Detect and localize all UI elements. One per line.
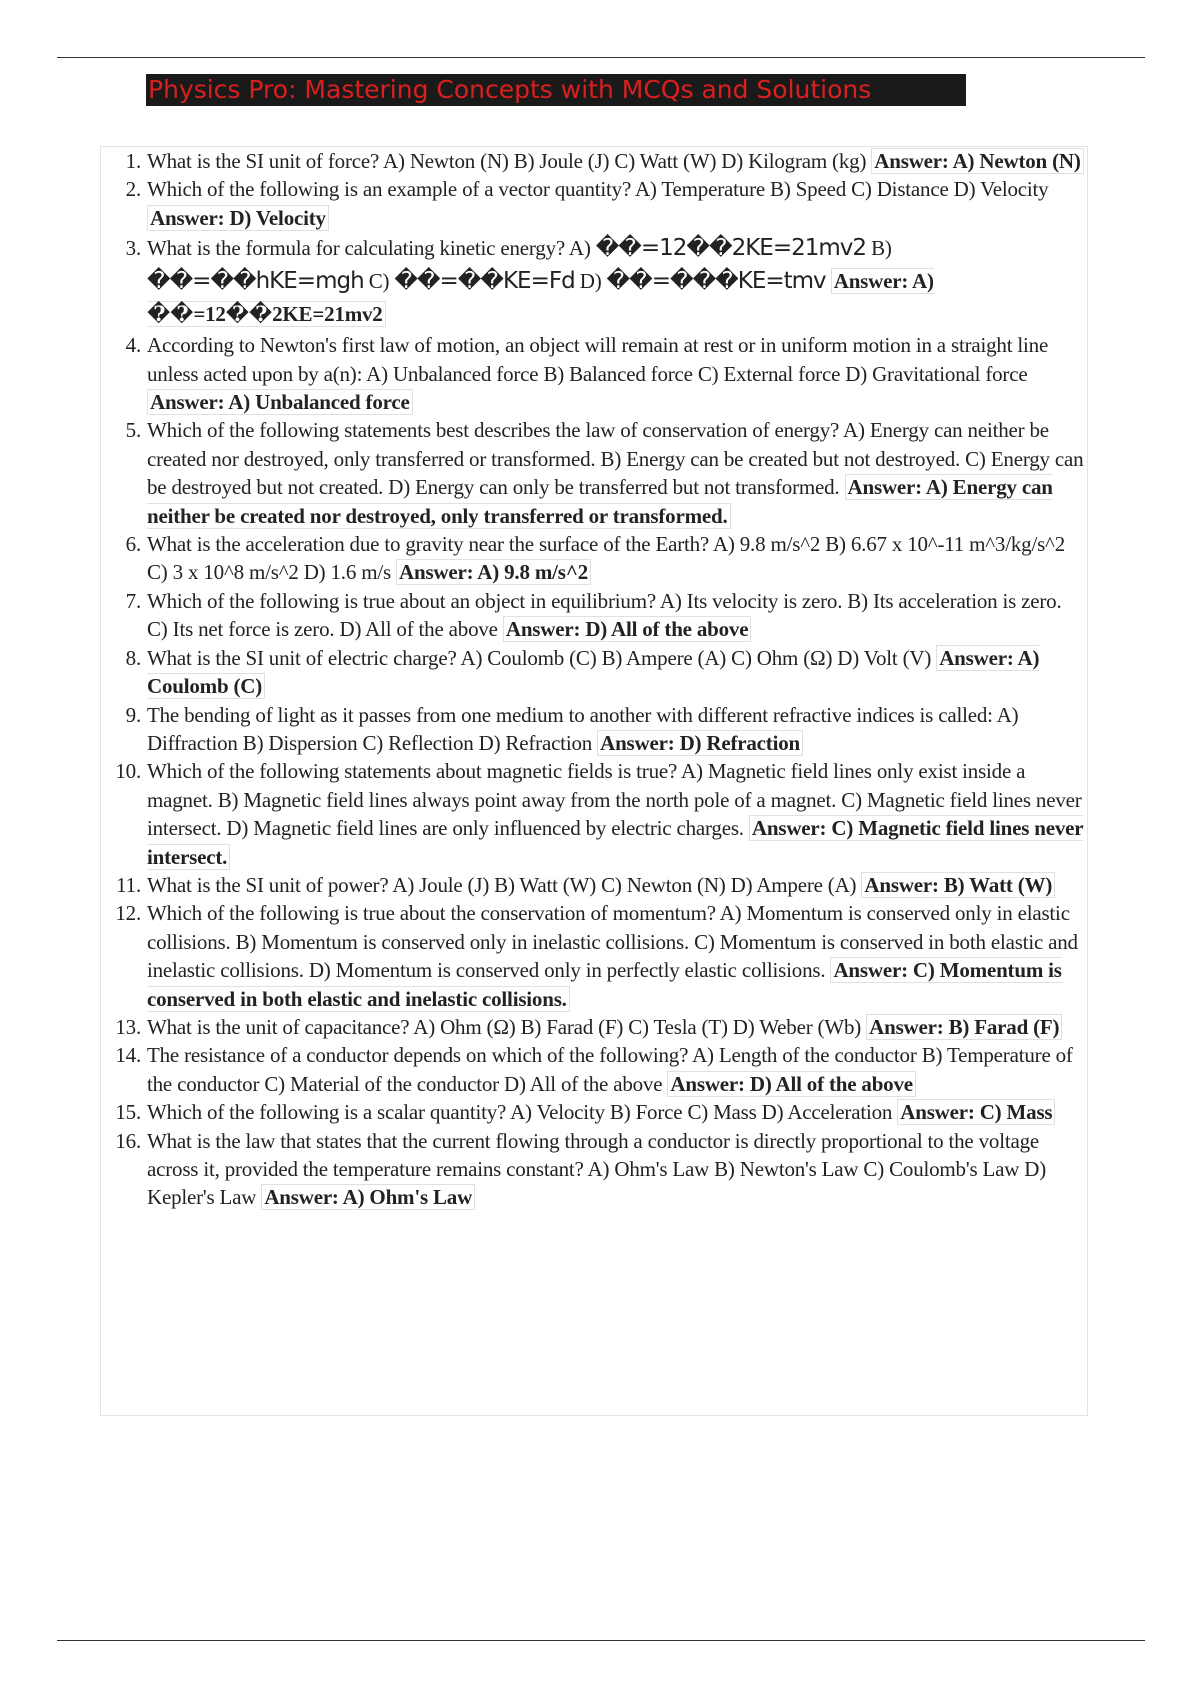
- page-title: Physics Pro: Mastering Concepts with MCQs and Solutions: [146, 74, 966, 106]
- question-number: 4.: [125, 333, 141, 358]
- answer-text: Answer: C) Mass: [897, 1099, 1055, 1125]
- question-text: What is the SI unit of force? A) Newton (N) B) Joule (J) C) Watt (W) D) Kilogram (kg): [147, 149, 872, 173]
- option-b-label: B): [866, 236, 892, 261]
- question-text: What is the law that states that the current flowing through a conductor is directly proportional to the voltage across it, provided the temperature remains constant? A) Ohm's Law B) Newton's Law C) Coulomb's Law D) Kepler's Law: [147, 1128, 1046, 1210]
- option-d-label: D): [574, 269, 607, 294]
- question-text: What is the acceleration due to gravity near the surface of the Earth? A) 9.8 m/s^2 B) 6.67 x 10^-11 m^3/kg/s^2 C) 3 x 10^8 m/s^2 D) 1.6 m/s: [147, 532, 1066, 585]
- question-number: 5.: [125, 418, 141, 443]
- question-number: 9.: [125, 702, 141, 727]
- question-text: Which of the following statements about magnetic fields is true? A) Magnetic field lines only exist inside a magnet. B) Magnetic field lines always point away from the north pole of a magnet. C) Magnetic field lines never intersect. D) Magnetic field lines are only influenced by electric charges.: [147, 759, 1082, 841]
- option-c-label: C): [363, 269, 395, 294]
- question-text: What is the SI unit of electric charge? A) Coulomb (C) B) Ampere (A) C) Ohm (Ω) D) Volt (V): [147, 645, 937, 670]
- question-item: [101, 232, 1087, 331]
- question-number: 10.: [115, 759, 141, 784]
- question-item: [101, 644, 1087, 701]
- question-text: Which of the following is true about the conservation of momentum? A) Momentum is conserved only in elastic collisions. B) Momentum is conserved only in inelastic collisions. C) Momentum is conserved in both elastic and inelastic collisions. D) Momentum is conserved only in perfectly elastic collisions.: [147, 901, 1078, 983]
- question-text: What is the SI unit of power? A) Joule (J) B) Watt (W) C) Newton (N) D) Ampere (A): [147, 872, 862, 897]
- question-item: [101, 530, 1087, 587]
- question-item: [101, 1098, 1087, 1126]
- answer-text: Answer: A) Coulomb (C): [147, 645, 1040, 699]
- formula-b: ��=��hKE=mgh: [147, 268, 364, 295]
- question-item: [101, 1013, 1087, 1041]
- question-text: What is the formula for calculating kinetic energy? A): [147, 236, 596, 261]
- question-number: 1.: [125, 149, 141, 173]
- formula-a: ��=12��2KE=21mv2: [595, 235, 867, 262]
- question-text: Which of the following statements best describes the law of conservation of energy? A) Energy can neither be created nor destroyed, only transferred or transformed. B) Energy can be created but not destroyed. C) Energy can be destroyed but not created. D) Energy can only be transferred but not transformed.: [147, 418, 1084, 500]
- question-text: What is the unit of capacitance? A) Ohm (Ω) B) Farad (F) C) Tesla (T) D) Weber (Wb): [147, 1014, 867, 1039]
- question-item: [101, 175, 1087, 232]
- question-number: 12.: [115, 901, 141, 926]
- answer-text: Answer: C) Momentum is conserved in both elastic and inelastic collisions.: [147, 958, 1062, 1011]
- question-number: 7.: [125, 588, 141, 613]
- question-text: According to Newton's first law of motion, an object will remain at rest or in uniform motion in a straight line unless acted upon by a(n): A) Unbalanced force B) Balanced force C) External force D) Gravitational force: [147, 333, 1049, 386]
- question-number: 6.: [125, 532, 141, 557]
- answer-text: Answer: D) Velocity: [147, 205, 329, 231]
- question-number: 13.: [115, 1014, 141, 1039]
- question-item: [101, 331, 1087, 416]
- answer-text: Answer: A) Unbalanced force: [147, 389, 413, 415]
- bottom-rule: [57, 1640, 1145, 1641]
- answer-text: Answer: A) ��=12��2KE=21mv2: [147, 269, 934, 327]
- question-item: [101, 701, 1087, 758]
- question-number: 16.: [115, 1128, 141, 1153]
- answer-text: Answer: D) Refraction: [597, 730, 803, 756]
- question-text: The resistance of a conductor depends on which of the following? A) Length of the conductor B) Temperature of the conductor C) Material of the conductor D) All of the above: [147, 1043, 1073, 1096]
- answer-text: Answer: B) Farad (F): [866, 1014, 1062, 1040]
- question-item: [101, 147, 1087, 175]
- answer-text: Answer: A) 9.8 m/s^2: [396, 559, 591, 585]
- question-list: [101, 147, 1087, 1212]
- question-list-box: [100, 146, 1088, 1416]
- formula-d: ��=���KE=tmv: [606, 268, 826, 295]
- question-item: [101, 1127, 1087, 1212]
- question-text: Which of the following is true about an object in equilibrium? A) Its velocity is zero. B) Its acceleration is zero. C) Its net force is zero. D) All of the above: [147, 588, 1062, 642]
- question-number: 8.: [125, 645, 141, 670]
- question-text: Which of the following is an example of a vector quantity? A) Temperature B) Speed C) Distance D) Velocity: [147, 177, 1049, 202]
- question-number: 3.: [125, 236, 141, 261]
- answer-text: Answer: A) Energy can neither be created nor destroyed, only transferred or transformed.: [147, 475, 1053, 528]
- question-number: 11.: [116, 872, 141, 897]
- answer-text: Answer: A) Ohm's Law: [261, 1184, 475, 1210]
- question-item: [101, 416, 1087, 530]
- question-text: The bending of light as it passes from one medium to another with different refractive indices is called: A) Diffraction B) Dispersion C) Reflection D) Refraction: [147, 702, 1019, 755]
- formula-c: ��=��KE=Fd: [394, 268, 575, 295]
- question-item: [101, 1041, 1087, 1098]
- question-item: [101, 587, 1087, 644]
- top-rule: [57, 57, 1145, 58]
- question-item: [101, 899, 1087, 1013]
- question-item: [101, 757, 1087, 871]
- answer-text: Answer: B) Watt (W): [861, 872, 1055, 898]
- question-number: 14.: [115, 1043, 141, 1068]
- question-item: [101, 871, 1087, 899]
- answer-text: Answer: D) All of the above: [503, 616, 752, 642]
- answer-text: Answer: C) Magnetic field lines never intersect.: [147, 816, 1084, 869]
- question-text: Which of the following is a scalar quantity? A) Velocity B) Force C) Mass D) Acceleration: [147, 1100, 898, 1125]
- question-number: 2.: [125, 177, 141, 202]
- question-number: 15.: [115, 1100, 141, 1125]
- answer-text: Answer: A) Newton (N): [871, 148, 1083, 174]
- answer-text: Answer: D) All of the above: [667, 1071, 916, 1097]
